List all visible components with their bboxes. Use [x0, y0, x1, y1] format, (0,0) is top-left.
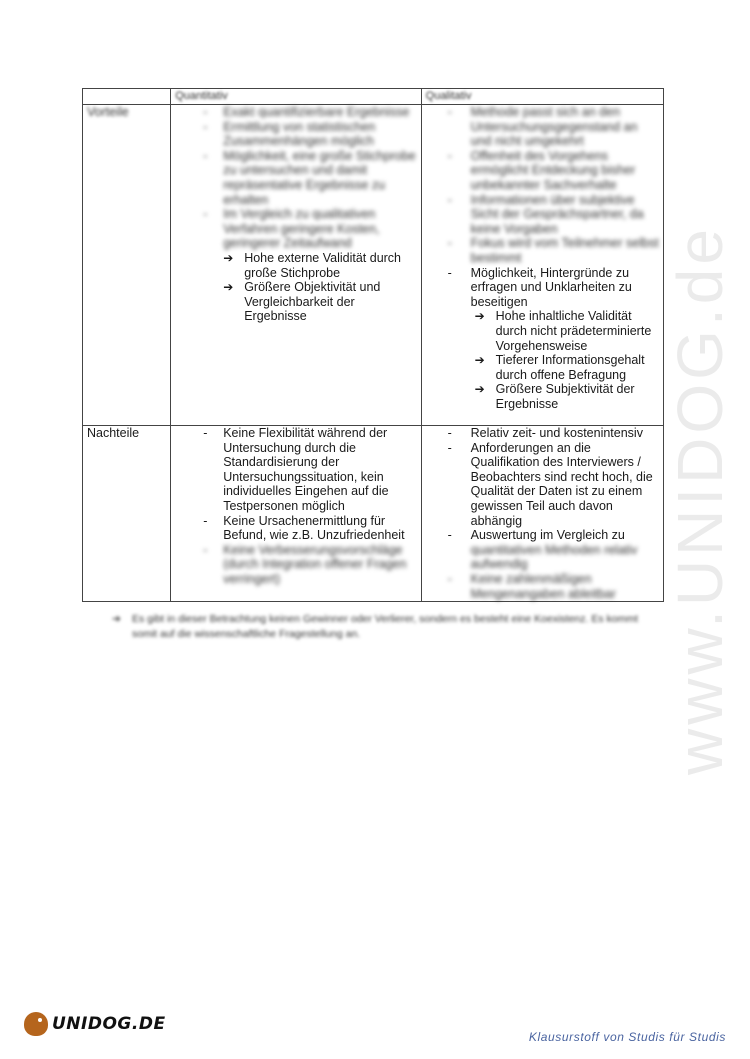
arrow-list [426, 309, 659, 411]
list-item: - Keine Ursachenermittlung für Befund, wie z.B. Unzufriedenheit [175, 514, 416, 543]
list-item: - Möglichkeit, Hintergründe zu erfragen und Unklarheiten zu beseitigen [426, 266, 659, 310]
dog-icon [24, 1012, 48, 1036]
list-item: - Methode passt sich an den Untersuchungsgegenstand an und nicht umgekehrt [426, 105, 659, 149]
list-item: - Auswertung im Vergleich zu [426, 528, 659, 543]
list-item: - Keine Verbesserungsvorschläge (durch Integration offener Fragen verringert) [175, 543, 416, 587]
footer-logo [24, 1012, 166, 1036]
header-quantitativ: Quantitativ [171, 89, 421, 105]
list [175, 426, 416, 543]
row-label-cell [83, 426, 171, 602]
list-item: - Relativ zeit- und kostenintensiv [426, 426, 659, 441]
arrow-item-text: Größere Subjektivität der Ergebnisse [495, 382, 635, 411]
blurred-list [175, 105, 416, 251]
comparison-table [82, 88, 664, 602]
arrow-item-text: Tieferer Informationsgehalt durch offene Befragung [495, 353, 645, 382]
row-label: Nachteile [87, 426, 140, 440]
blurred-list [426, 572, 659, 601]
footer-tagline: Klausurstoff von Studis für Studis [528, 1030, 726, 1044]
arrow-item-text: Größere Objektivität und Vergleichbarkeit der Ergebnisse [244, 280, 381, 324]
blurred-continuation: quantitativen Methoden relativ aufwendig [470, 542, 638, 572]
list [426, 266, 659, 310]
vorteile-quantitativ-cell [171, 105, 421, 426]
arrow-item-text: Hohe inhaltliche Validität durch nicht prädeterminierte Vorgehensweise [495, 309, 652, 353]
arrow-icon: ➔ [474, 309, 485, 324]
conclusion-text: Es gibt in dieser Betrachtung keinen Gewinner oder Verlierer, sondern es besteht eine Koexistenz. Es kommt somit auf die wissenschaftliche Fragestellung an. [132, 613, 639, 640]
blurred-list [175, 543, 416, 587]
blurred-list [426, 105, 659, 266]
nachteile-qualitativ-cell [421, 426, 663, 602]
list-item: - Fokus wird vom Teilnehmer selbst bestimmt [426, 236, 659, 265]
arrow-icon: ➔ [112, 613, 121, 625]
table-row-vorteile [83, 105, 664, 426]
nachteile-quantitativ-cell [171, 426, 421, 602]
list-item: - Keine Flexibilität während der Untersuchung durch die Standardisierung der Untersuchungssituation, kein individuelles Eingehen auf die Testpersonen möglich [175, 426, 416, 514]
arrow-item [426, 382, 659, 411]
list [426, 426, 659, 543]
logo-text: UNIDOG.DE [52, 1014, 166, 1034]
arrow-icon: ➔ [223, 250, 234, 265]
watermark: www.UNIDOG.de [664, 225, 736, 775]
arrow-icon: ➔ [223, 280, 234, 295]
row-label: Vorteile [87, 105, 129, 119]
arrow-list [175, 251, 416, 324]
list-item: - Exakt quantifizierbare Ergebnisse [175, 105, 416, 120]
list-item: - Informationen über subjektive Sicht der Gesprächspartner, da keine Vorgaben [426, 193, 659, 237]
list-item: - Offenheit des Vorgehens ermöglicht Entdeckung bisher unbekannter Sachverhalte [426, 149, 659, 193]
list-item: - Anforderungen an die Qualifikation des Interviewers / Beobachters sind recht hoch, die Qualität der Daten ist zu einem gewissen Teil auch davon abhängig [426, 441, 659, 529]
table-row-nachteile [83, 426, 664, 602]
list-item: - Im Vergleich zu qualitativen Verfahren geringere Kosten, geringerer Zeitaufwand [175, 207, 416, 251]
arrow-icon: ➔ [474, 353, 485, 368]
list-item: - Ermittlung von statistischen Zusammenhängen möglich [175, 120, 416, 149]
header-empty [83, 89, 171, 105]
arrow-item [426, 353, 659, 382]
conclusion [112, 612, 652, 642]
list-item: - Keine zahlenmäßigen Mengenangaben ableitbar [426, 572, 659, 601]
header-qualitativ: Qualitativ [421, 89, 663, 105]
row-label-cell [83, 105, 171, 426]
vorteile-qualitativ-cell [421, 105, 663, 426]
list-item: - Möglichkeit, eine große Stichprobe zu untersuchen und damit repräsentative Ergebnisse zu erhalten [175, 149, 416, 207]
arrow-item [426, 309, 659, 353]
arrow-item [175, 251, 416, 280]
arrow-item [175, 280, 416, 324]
arrow-item-text: Hohe externe Validität durch große Stichprobe [244, 250, 402, 280]
table-header-row [83, 89, 664, 105]
arrow-icon: ➔ [474, 382, 485, 397]
